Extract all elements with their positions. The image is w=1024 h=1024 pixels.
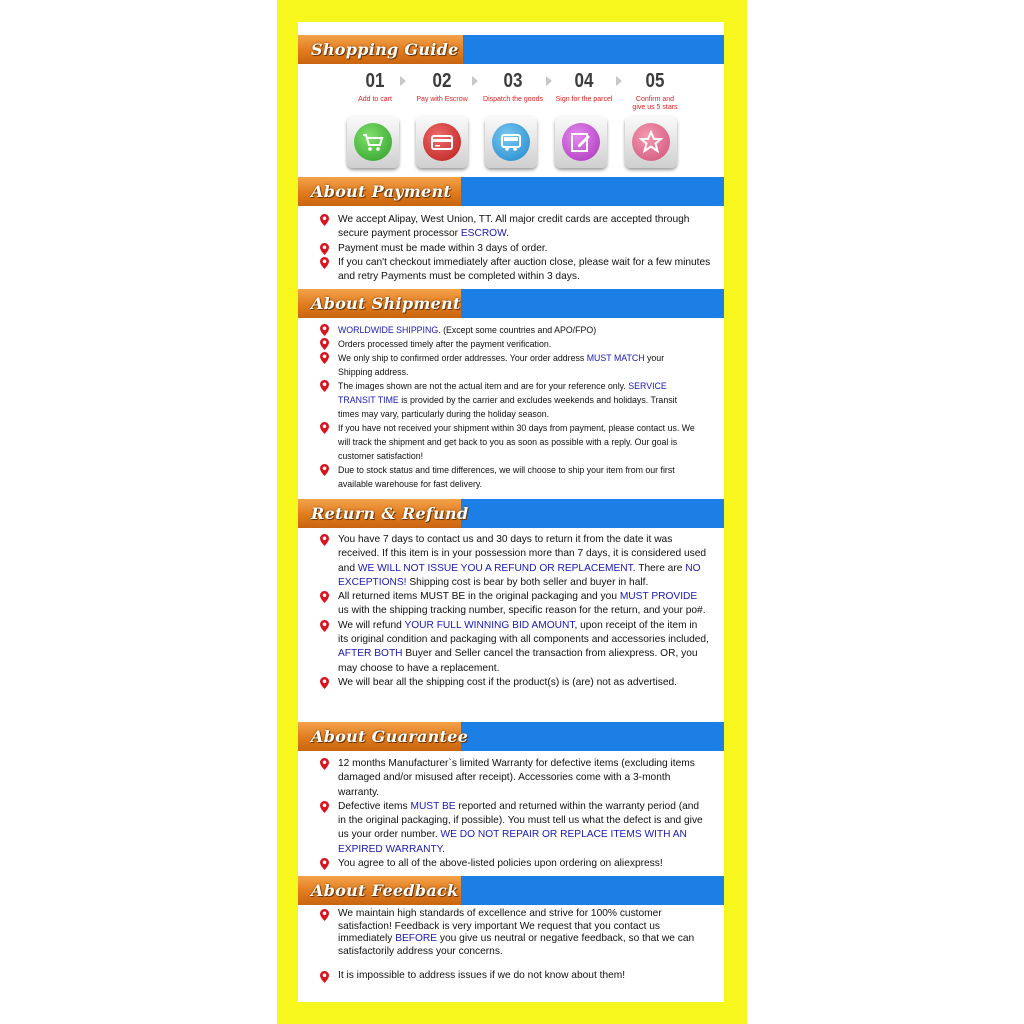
map-pin-icon: [320, 909, 329, 921]
shipment-list: [320, 323, 695, 491]
step-label: Add to cart: [358, 96, 392, 103]
list-item: WORLDWIDE SHIPPING. (Except some countries and APO/FPO): [320, 323, 695, 337]
step-icons-row: [345, 116, 685, 172]
map-pin-icon: [320, 971, 329, 983]
list-item: It is impossible to address issues if we do not know about them!: [320, 970, 710, 983]
shipment-header: [298, 289, 461, 318]
list-item: We maintain high standards of excellence and strive for 100% customer satisfaction! Feedback is very important We request that you contact us immediately BEFORE you give us neutral or negative feedback, so that we can satisfactorily address your concerns.: [320, 908, 710, 958]
list-item: We accept Alipay, West Union, TT. All major credit cards are accepted through secure payment processor ESCROW.: [320, 213, 715, 242]
feedback-header: [298, 876, 461, 905]
map-pin-icon: [320, 422, 329, 434]
list-item: All returned items MUST BE in the original packaging and you MUST PROVIDE us with the shipping tracking number, specific reason for the return, and your po#.: [320, 590, 710, 619]
map-pin-icon: [320, 257, 329, 269]
step-label-line: Confirm and: [635, 96, 675, 103]
map-pin-icon: [320, 338, 329, 350]
steps-row: [340, 70, 690, 115]
credit-card-icon: [416, 116, 468, 168]
return-list: [320, 533, 710, 690]
list-item: Payment must be made within 3 days of order.: [320, 242, 715, 256]
payment-list: [320, 213, 715, 284]
step-4: [549, 70, 619, 104]
map-pin-icon: [320, 380, 329, 392]
return-header: [298, 499, 469, 528]
signature-icon: [555, 116, 607, 168]
list-item: The images shown are not the actual item and are for your reference only. SERVICE TRANSIT TIME is provided by the carrier and excludes weekends and holidays. Transit times may vary, particularly during the holiday season.: [320, 379, 695, 421]
step-label: Sign for the parcel: [555, 96, 613, 103]
guarantee-header: [298, 722, 469, 751]
map-pin-icon: [320, 534, 329, 546]
step-label: Dispatch the goods: [483, 96, 543, 103]
step-3: [478, 70, 548, 104]
list-item: You agree to all of the above-listed policies upon ordering on aliexpress!: [320, 857, 705, 871]
step-number: 01: [365, 70, 385, 92]
section-title: About Shipment: [311, 294, 461, 313]
step-number: 05: [645, 70, 665, 92]
step-number: 04: [574, 70, 594, 92]
section-title: About Payment: [311, 182, 452, 201]
arrow-right-icon: [400, 76, 406, 86]
map-pin-icon: [320, 801, 329, 813]
list-item: We will refund YOUR FULL WINNING BID AMOUNT, upon receipt of the item in its original condition and packaging with all components and accessories included, AFTER BOTH Buyer and Seller cancel the transaction from aliexpress. OR, you may choose to have a replacement.: [320, 619, 710, 676]
section-title: About Guarantee: [311, 727, 469, 746]
map-pin-icon: [320, 858, 329, 870]
step-label-line: give us 5 stars: [632, 104, 678, 111]
guarantee-list: [320, 757, 705, 871]
list-item: If you can't checkout immediately after auction close, please wait for a few minutes and retry Payments must be completed within 3 days.: [320, 256, 715, 285]
list-item: If you have not received your shipment within 30 days from payment, please contact us. We will track the shipment and get back to you as soon as possible with a reply. Our goal is customer satisfaction!: [320, 421, 695, 463]
step-label: Pay with Escrow: [416, 96, 468, 103]
step-5: [620, 70, 690, 112]
map-pin-icon: [320, 324, 329, 336]
shopping-guide-header: [298, 35, 463, 64]
step-number: 02: [432, 70, 452, 92]
step-number: 03: [503, 70, 523, 92]
section-title: Shopping Guide: [311, 40, 459, 59]
map-pin-icon: [320, 243, 329, 255]
map-pin-icon: [320, 591, 329, 603]
truck-icon: [485, 116, 537, 168]
step-label: [620, 96, 690, 112]
list-item: Due to stock status and time differences, we will choose to ship your item from our first available warehouse for fast delivery.: [320, 463, 695, 491]
list-item: Defective items MUST BE reported and returned within the warranty period (and in the original packaging, if possible). You must tell us what the defect is and give us your order number. WE DO NOT REPAIR OR REPLACE ITEMS WITH AN EXPIRED WARRANTY.: [320, 800, 705, 857]
list-item: We only ship to confirmed order addresses. Your order address MUST MATCH your Shipping address.: [320, 351, 695, 379]
map-pin-icon: [320, 620, 329, 632]
star-icon: [625, 116, 677, 168]
payment-header: [298, 177, 461, 206]
list-item: 12 months Manufacturer`s limited Warranty for defective items (excluding items damaged and/or misused after receipt). Accessories come with a 3-month warranty.: [320, 757, 705, 800]
map-pin-icon: [320, 464, 329, 476]
map-pin-icon: [320, 677, 329, 689]
list-item: We will bear all the shipping cost if the product(s) is (are) not as advertised.: [320, 676, 710, 690]
feedback-list: [320, 908, 710, 983]
step-2: [407, 70, 477, 104]
section-title: Return & Refund: [311, 504, 469, 523]
map-pin-icon: [320, 758, 329, 770]
list-item: You have 7 days to contact us and 30 days to return it from the date it was received. If this item is in your possession more than 7 days, it is considered used and WE WILL NOT ISSUE YOU A REFUND OR REPLACEMENT. There are NO EXCEPTIONS! Shipping cost is bear by both seller and buyer in half.: [320, 533, 710, 590]
map-pin-icon: [320, 214, 329, 226]
section-title: About Feedback: [311, 881, 459, 900]
map-pin-icon: [320, 352, 329, 364]
list-item: Orders processed timely after the payment verification.: [320, 337, 695, 351]
shopping-cart-icon: [347, 116, 399, 168]
